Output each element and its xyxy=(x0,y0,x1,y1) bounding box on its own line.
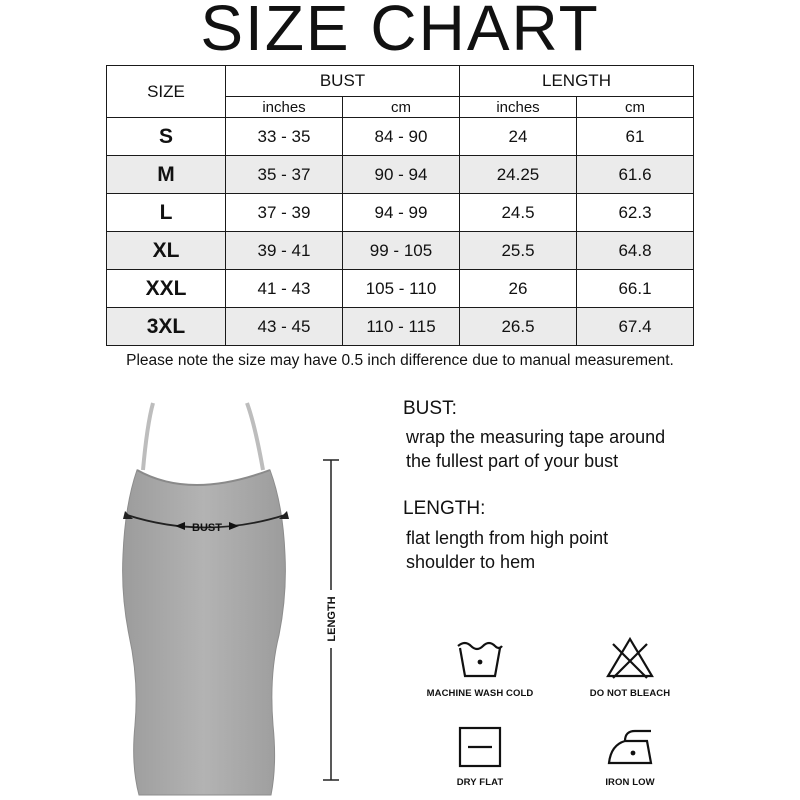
table-row xyxy=(107,308,694,346)
no-bleach-icon xyxy=(605,636,655,680)
bust-inches-cell: 37 - 39 xyxy=(226,194,343,232)
care-label-bleach: DO NOT BLEACH xyxy=(589,688,671,699)
left-strap xyxy=(143,403,153,470)
length-inches-cell: 26 xyxy=(460,270,577,308)
length-column-header: LENGTH xyxy=(460,66,694,97)
right-strap xyxy=(247,403,263,470)
length-inches-cell: 24.5 xyxy=(460,194,577,232)
table-row xyxy=(107,232,694,270)
table-row xyxy=(107,270,694,308)
bust-cm-cell: 99 - 105 xyxy=(343,232,460,270)
length-cm-cell: 67.4 xyxy=(577,308,694,346)
size-cell: S xyxy=(107,118,226,156)
bust-instruction-line-1: wrap the measuring tape around xyxy=(406,427,666,447)
length-cm-header: cm xyxy=(577,97,694,118)
camisole-body xyxy=(123,470,286,795)
length-cm-cell: 61.6 xyxy=(577,156,694,194)
dry-flat-icon xyxy=(457,725,503,769)
care-do-not-bleach xyxy=(550,636,710,699)
length-inches-cell: 25.5 xyxy=(460,232,577,270)
bust-cm-cell: 84 - 90 xyxy=(343,118,460,156)
bust-inches-cell: 43 - 45 xyxy=(226,308,343,346)
bust-inches-header: inches xyxy=(226,97,343,118)
bust-cm-cell: 90 - 94 xyxy=(343,156,460,194)
care-iron-low xyxy=(550,725,710,788)
length-diagram-label: LENGTH xyxy=(326,596,338,642)
bust-cm-cell: 105 - 110 xyxy=(343,270,460,308)
table-row xyxy=(107,194,694,232)
bust-inches-cell: 33 - 35 xyxy=(226,118,343,156)
table-row xyxy=(107,118,694,156)
length-cm-cell: 64.8 xyxy=(577,232,694,270)
size-chart-table xyxy=(106,65,694,346)
measurement-note: Please note the size may have 0.5 inch difference due to manual measurement. xyxy=(126,352,674,369)
length-inches-cell: 24 xyxy=(460,118,577,156)
bust-cm-cell: 110 - 115 xyxy=(343,308,460,346)
bust-cm-cell: 94 - 99 xyxy=(343,194,460,232)
care-label-dry: DRY FLAT xyxy=(456,777,504,788)
bust-inches-cell: 35 - 37 xyxy=(226,156,343,194)
care-machine-wash-cold xyxy=(400,636,560,699)
size-cell: M xyxy=(107,156,226,194)
length-cm-cell: 66.1 xyxy=(577,270,694,308)
size-cell: 3XL xyxy=(107,308,226,346)
length-inches-cell: 26.5 xyxy=(460,308,577,346)
length-instruction-line-2: shoulder to hem xyxy=(406,552,536,572)
care-label-wash: MACHINE WASH COLD xyxy=(426,688,534,699)
size-cell: XL xyxy=(107,232,226,270)
bust-inches-cell: 39 - 41 xyxy=(226,232,343,270)
wash-tub-icon xyxy=(455,636,505,680)
table-row xyxy=(107,156,694,194)
length-inches-header: inches xyxy=(460,97,577,118)
bust-instruction-line-2: the fullest part of your bust xyxy=(406,451,619,471)
length-cm-cell: 62.3 xyxy=(577,194,694,232)
bust-column-header: BUST xyxy=(226,66,460,97)
bust-instruction-title: BUST: xyxy=(403,398,457,419)
camisole-diagram xyxy=(95,395,385,800)
length-instruction-title: LENGTH: xyxy=(403,498,486,519)
iron-icon xyxy=(603,725,657,769)
size-column-header: SIZE xyxy=(107,66,226,118)
length-inches-cell: 24.25 xyxy=(460,156,577,194)
care-dry-flat xyxy=(400,725,560,788)
length-cm-cell: 61 xyxy=(577,118,694,156)
bust-inches-cell: 41 - 43 xyxy=(226,270,343,308)
bust-cm-header: cm xyxy=(343,97,460,118)
size-cell: XXL xyxy=(107,270,226,308)
bust-diagram-label: BUST xyxy=(192,522,222,534)
length-instruction-line-1: flat length from high point xyxy=(406,528,609,548)
care-label-iron: IRON LOW xyxy=(605,777,655,788)
size-cell: L xyxy=(107,194,226,232)
page-title: SIZE CHART xyxy=(200,0,600,64)
